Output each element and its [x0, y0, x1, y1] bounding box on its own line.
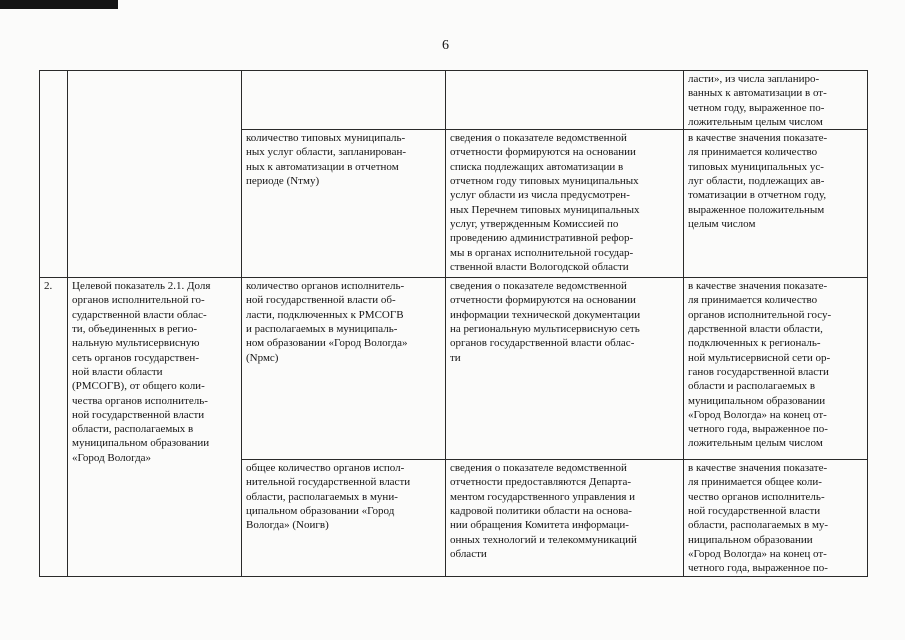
indicator-cell [242, 278, 446, 460]
source-cell [446, 130, 684, 278]
row-number: 2. [44, 280, 53, 293]
indicator-text: количество типовых муниципаль- ных услуг области, запланирован- ных к автоматизации в отчетном периоде (Nтму) [246, 132, 407, 188]
indicator-cell [242, 71, 446, 130]
target-indicator-text: Целевой показатель 2.1. Доля органов исполнительной го- сударственной власти облас- ти, объединенных в регио- нальную мультисервисную сеть органов государствен- ной власти области (РМСОГВ), от общего коли- чества органов исполнитель- ной государственной власти области, располагаемых в муниципальном образовании «Город Вологда» [72, 280, 211, 464]
source-text: сведения о показателе ведомственной отчетности предоставляются Департа- ментом государственного управления и кадровой политики области на основа- нии обращения Комитета информаци- онных технологий и телекоммуникаций области [450, 462, 637, 560]
table-row [40, 278, 868, 460]
indicator-cell [242, 130, 446, 278]
row-number-cell [40, 71, 68, 278]
indicator-text: количество органов исполнитель- ной государственной власти об- ласти, подключенных к РМСОГВ и располагаемых в муниципаль- ном образовании «Город Вологда» (Nрмс) [246, 280, 408, 364]
method-cell [684, 278, 868, 460]
method-cell [684, 71, 868, 130]
indicator-text: общее количество органов испол- нительной государственной власти области, располагаемых в муни- ципальном образовании «Город Вологда» (Nоигв) [246, 462, 411, 532]
scan-mark [0, 0, 118, 9]
source-cell [446, 278, 684, 460]
indicator-table [39, 70, 868, 577]
method-text: в качестве значения показате- ля принимается количество типовых муниципальных ус- луг области, подлежащих ав- томатизации в отчетном году, выраженное положительным целым числом [688, 132, 828, 230]
method-text: ласти», из числа запланиро- ванных к автоматизации в от- четном году, выраженное по- ложительным целым числом [688, 73, 827, 128]
target-indicator-cell [68, 278, 242, 576]
method-text: в качестве значения показате- ля принимается общее коли- чество органов исполнитель- ной государственной власти области, располагаемых в му- ниципальном образовании «Город Вологда» на конец от- четного года, выраженное по- [688, 462, 829, 575]
method-text: в качестве значения показате- ля принимается количество органов исполнительной госу- дарственной власти области, подключенных к региональ- ной мультисервисной сети ор- ганов государственной власти области и располагаемых в муниципальном образовании «Город Вологда» на конец от- четного года, выраженное по- ложительным целым числом [688, 280, 832, 450]
source-cell [446, 71, 684, 130]
source-cell [446, 460, 684, 576]
method-cell [684, 460, 868, 576]
table-row [40, 71, 868, 130]
indicator-cell [242, 460, 446, 576]
method-cell [684, 130, 868, 278]
target-indicator-cell [68, 71, 242, 278]
source-text: сведения о показателе ведомственной отчетности формируются на основании информации технической документации на региональную мультисервисную сеть органов государственной власти облас- ти [450, 280, 641, 364]
page-number: 6 [442, 38, 449, 53]
source-text: сведения о показателе ведомственной отчетности формируются на основании списка подлежащих автоматизации в отчетном году типовых муниципальных услуг области из числа предусмотрен- ных Перечнем типовых муниципальных услуг, утвержденным Комиссией по проведению административной рефор- мы в органах исполнительной государ- ственной власти Вологодской области [450, 132, 640, 273]
row-number-cell [40, 278, 68, 576]
